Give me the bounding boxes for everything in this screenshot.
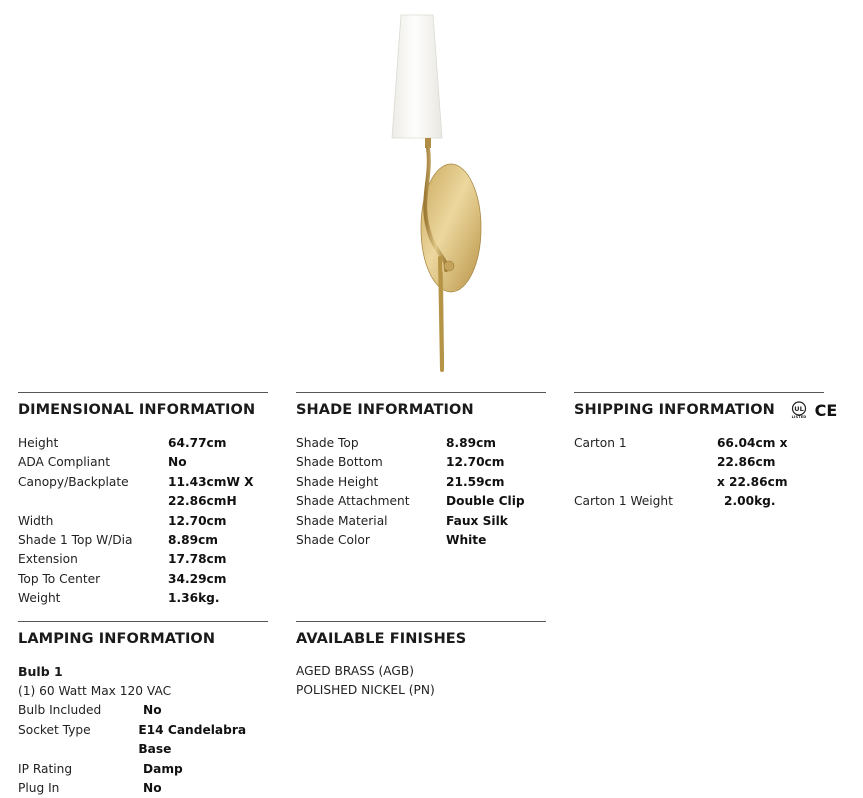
dimensional-rows [18,434,268,609]
ul-mark-text: UL [794,405,804,413]
shipping-rows [574,434,844,512]
spec-row-height [18,434,268,453]
spec-label: Shade Color [296,533,370,548]
dimensional-heading: DIMENSIONAL INFORMATION [18,402,256,418]
spec-value-line2: 22.86cmH [168,494,237,509]
shade-row-attachment [296,492,546,511]
section-divider [574,392,824,393]
shade-row-bottom [296,453,546,472]
spec-value: 21.59cm [446,474,505,489]
shade-row-material [296,512,546,531]
lamping-row-socket [18,721,278,760]
spec-value: White [446,533,487,548]
ul-listed-text: LISTED [791,415,807,419]
spec-value: 8.89cm [446,436,496,450]
ul-listed-icon [788,401,810,419]
spec-row-canopy [18,473,268,512]
spec-row-ada [18,453,268,472]
finishes-section [296,621,546,701]
shipping-heading [574,400,844,420]
finishes-heading: AVAILABLE FINISHES [296,631,467,647]
finishes-list [296,662,546,701]
spec-value: No [168,455,187,470]
shade-rows [296,434,546,550]
shipping-title: SHIPPING INFORMATION [574,402,775,418]
spec-value: Damp [143,761,183,776]
section-divider [296,392,546,393]
finish-item: POLISHED NICKEL (PN) [296,683,435,698]
spec-value: 12.70cm [168,513,227,528]
spec-value: Faux Silk [446,513,508,528]
lamping-row-ip [18,760,278,779]
section-divider [18,392,268,393]
spec-label: Socket Type [18,722,91,737]
shade-section [296,392,546,550]
shipping-row-carton [574,434,844,492]
spec-label: Weight [18,591,61,606]
spec-label: Width [18,513,54,528]
spec-label: Shade 1 Top W/Dia [18,533,133,548]
spec-value: 12.70cm [446,455,505,470]
spec-label: Extension [18,552,78,567]
spec-value: 2.00kg. [724,494,776,509]
spec-value: E14 Candelabra Base [138,722,247,757]
certification-marks [788,401,839,419]
spec-label: Carton 1 Weight [574,494,673,509]
spec-label: Shade Top [296,436,359,450]
spec-value: Double Clip [446,494,525,509]
spec-value: 34.29cm [168,571,227,586]
lamping-heading: LAMPING INFORMATION [18,631,216,647]
finish-item: AGED BRASS (AGB) [296,664,414,678]
lamping-row-included [18,701,278,720]
bulb-title: Bulb 1 [18,664,63,679]
spec-value: 17.78cm [168,552,227,567]
spec-label: Shade Attachment [296,494,410,509]
bulb-description: (1) 60 Watt Max 120 VAC [18,684,172,698]
spec-value: 64.77cm [168,436,227,450]
lamp-shade [392,15,442,138]
shipping-section [574,392,844,512]
section-divider [18,621,268,622]
spec-value-line1: 11.43cmW X [168,474,254,489]
dimensional-section [18,392,268,609]
shipping-row-weight [574,492,844,511]
spec-label: Height [18,436,59,450]
spec-label: Shade Bottom [296,455,383,470]
spec-label: Bulb Included [18,703,102,718]
shade-row-top [296,434,546,453]
lamping-section [18,621,278,798]
shade-row-color [296,531,546,550]
spec-label: Carton 1 [574,436,627,450]
spec-label: Canopy/Backplate [18,474,129,489]
spec-row-top-to-center [18,570,268,589]
product-image [370,8,500,376]
lamping-rows [18,662,278,798]
arm-knob [444,261,454,271]
spec-label: Plug In [18,781,60,796]
spec-value-line2: x 22.86cm [716,474,788,489]
spec-row-extension [18,550,268,569]
section-divider [296,621,546,622]
ce-mark-text: CE [814,401,838,419]
spec-value: 1.36kg. [168,591,220,606]
spec-label: ADA Compliant [18,455,111,470]
shade-row-height [296,473,546,492]
shade-heading: SHADE INFORMATION [296,402,474,418]
lamping-row-plug [18,779,278,798]
spec-value: No [143,703,162,718]
spec-row-shade-top [18,531,268,550]
spec-label: IP Rating [18,761,73,776]
ce-mark-icon [813,401,839,419]
spec-label: Shade Height [296,474,379,489]
spec-value: No [143,781,162,796]
spec-value-line1: 66.04cm x 22.86cm [716,436,788,470]
spec-label: Top To Center [18,571,101,586]
spec-value [168,473,254,512]
spec-value: 8.89cm [168,533,218,548]
spec-label: Shade Material [296,513,388,528]
spec-row-width [18,512,268,531]
spec-row-weight [18,589,268,608]
spec-value [717,434,844,492]
